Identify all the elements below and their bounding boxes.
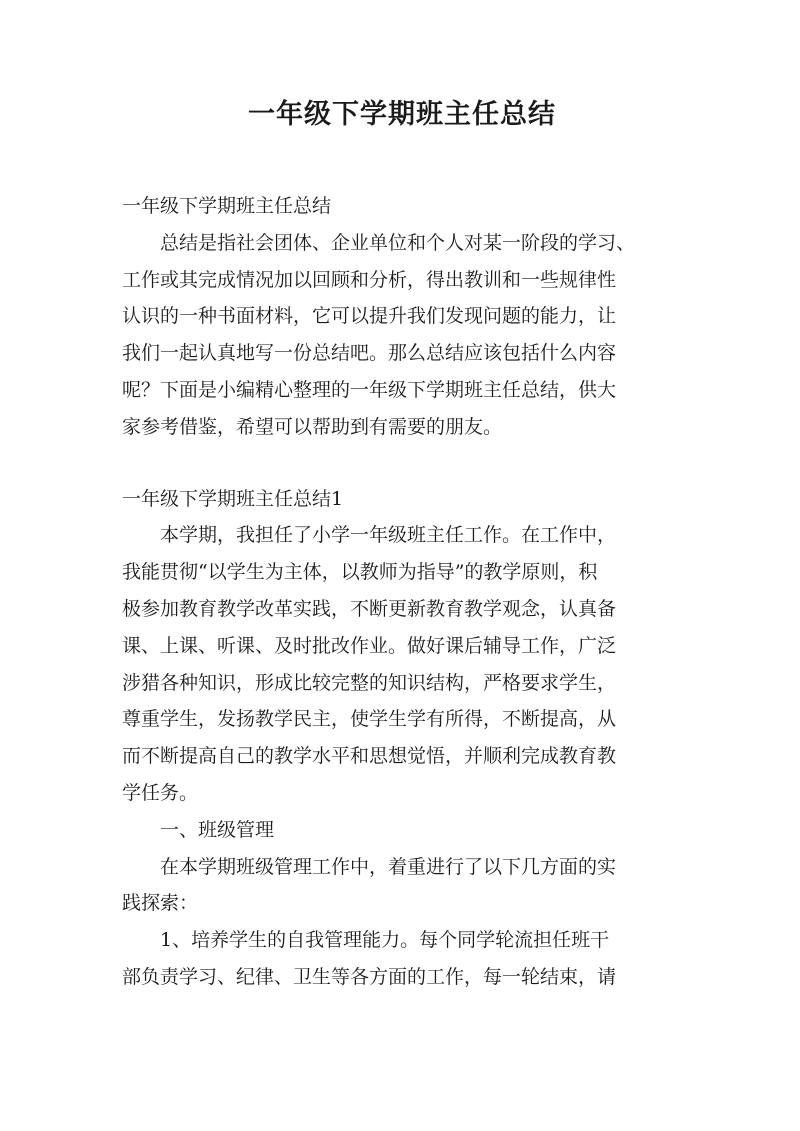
section1-line: 涉猎各种知识，形成比较完整的知识结构，严格要求学生， — [122, 671, 617, 694]
section1-heading: 一年级下学期班主任总结1 — [122, 487, 344, 510]
intro-line: 呢？下面是小编精心整理的一年级下学期班主任总结，供大 — [122, 378, 617, 401]
intro-line: 家参考借鉴，希望可以帮助到有需要的朋友。 — [122, 415, 503, 438]
intro-line: 认识的一种书面材料，它可以提升我们发现问题的能力，让 — [122, 305, 617, 328]
subheading-class-management: 一、班级管理 — [160, 818, 275, 841]
intro-line: 我们一起认真地写一份总结吧。那么总结应该包括什么内容 — [122, 342, 617, 365]
document-body — [122, 188, 682, 996]
section1-line: 我能贯彻“以学生为主体，以教师为指导”的教学原则，积 — [122, 561, 598, 584]
intro-heading: 一年级下学期班主任总结 — [122, 195, 332, 217]
section1-line: 尊重学生，发扬教学民主，使学生学有所得，不断提高，从 — [122, 708, 617, 731]
management-line: 践探索： — [122, 892, 199, 915]
section1-line: 极参加教育教学改革实践，不断更新教育教学观念，认真备 — [122, 597, 617, 620]
item1-line: 部负责学习、纪律、卫生等各方面的工作，每一轮结束，请 — [122, 965, 617, 988]
item1-line: 1、培养学生的自我管理能力。每个同学轮流担任班干 — [160, 929, 610, 952]
section1-line: 而不断提高自己的教学水平和思想觉悟，并顺利完成教育教 — [122, 745, 617, 768]
document-title: 一年级下学期班主任总结 — [248, 99, 556, 130]
section1-line: 学任务。 — [122, 781, 199, 804]
paragraph-gap — [122, 446, 682, 481]
intro-line: 工作或其完成情况加以回顾和分析，得出教训和一些规律性 — [122, 268, 617, 291]
section1-line: 课、上课、听课、及时批改作业。做好课后辅导工作，广泛 — [122, 634, 617, 657]
management-line: 在本学期班级管理工作中，着重进行了以下几方面的实 — [160, 855, 617, 878]
intro-line: 总结是指社会团体、企业单位和个人对某一阶段的学习、 — [160, 231, 636, 254]
section1-line: 本学期，我担任了小学一年级班主任工作。在工作中， — [160, 524, 617, 547]
